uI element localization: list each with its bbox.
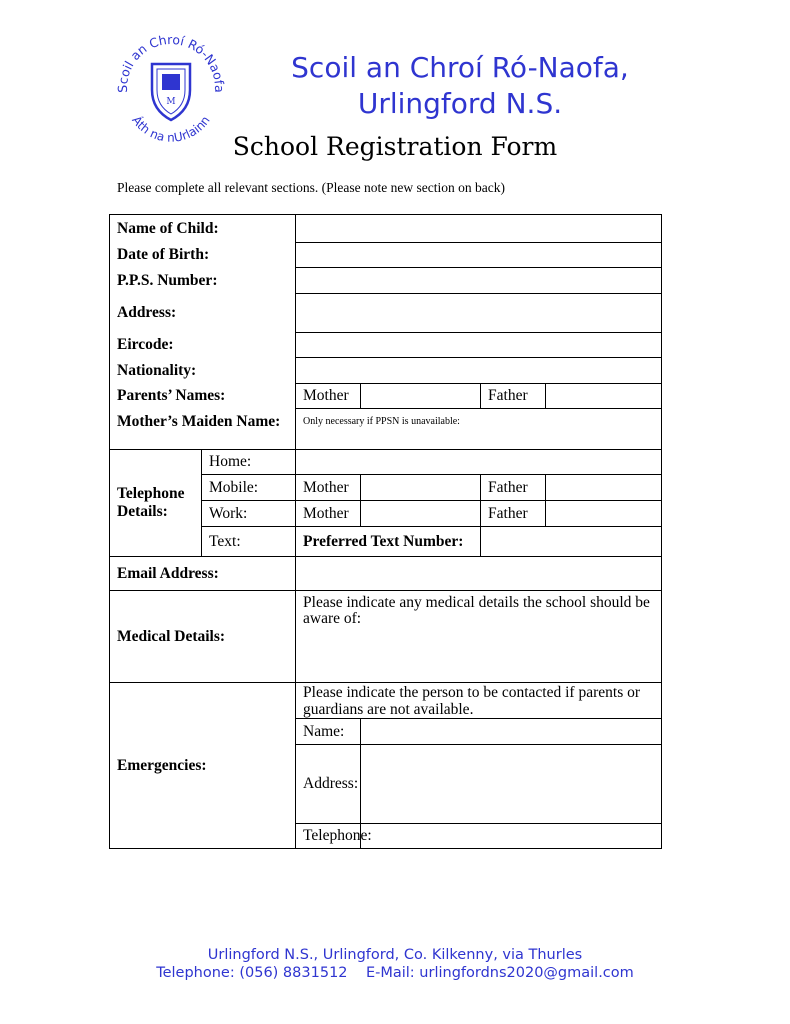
field-work-father[interactable] xyxy=(546,501,662,527)
label-work-mother: Mother xyxy=(296,501,361,527)
school-name-line2: Urlingford N.S. xyxy=(357,87,563,120)
field-emergency-address[interactable] xyxy=(361,745,662,824)
footer-email: E-Mail: urlingfordns2020@gmail.com xyxy=(365,965,634,981)
label-emergency-address: Address: xyxy=(296,745,361,824)
label-work: Work: xyxy=(202,501,296,527)
field-mothers-maiden-name[interactable] xyxy=(296,409,662,450)
label-pps-number: P.P.S. Number: xyxy=(110,268,296,294)
registration-table xyxy=(109,214,662,849)
school-name xyxy=(250,50,670,122)
label-mother: Mother xyxy=(296,384,361,409)
field-address[interactable] xyxy=(296,294,662,333)
label-emergency-name: Name: xyxy=(296,719,361,745)
label-mobile: Mobile: xyxy=(202,475,296,501)
logo-text-bottom: Áth na nUrlainn xyxy=(129,113,213,145)
footer-address: Urlingford N.S., Urlingford, Co. Kilkenny, via Thurles xyxy=(207,947,583,963)
field-name-of-child[interactable] xyxy=(296,215,662,243)
label-preferred-text-number: Preferred Text Number: xyxy=(296,527,481,557)
label-mothers-maiden-name: Mother’s Maiden Name: xyxy=(110,409,296,450)
label-home: Home: xyxy=(202,450,296,475)
label-nationality: Nationality: xyxy=(110,358,296,384)
label-address: Address: xyxy=(110,294,296,333)
footer xyxy=(0,946,790,982)
field-emergency-telephone[interactable] xyxy=(361,824,662,849)
field-date-of-birth[interactable] xyxy=(296,243,662,268)
field-mobile-mother[interactable] xyxy=(361,475,481,501)
field-mother-name[interactable] xyxy=(361,384,481,409)
label-mobile-mother: Mother xyxy=(296,475,361,501)
ppsn-note: Only necessary if PPSN is unavailable: xyxy=(303,416,460,427)
label-medical-details: Medical Details: xyxy=(110,591,296,683)
label-date-of-birth: Date of Birth: xyxy=(110,243,296,268)
field-medical-details[interactable] xyxy=(296,591,662,683)
field-father-name[interactable] xyxy=(546,384,662,409)
label-emergency-telephone: Telephone: xyxy=(296,824,361,849)
field-nationality[interactable] xyxy=(296,358,662,384)
label-telephone-details: Telephone Details: xyxy=(110,450,202,557)
label-text: Text: xyxy=(202,527,296,557)
instructions: Please complete all relevant sections. (Please note new section on back) xyxy=(117,180,505,195)
emergency-note: Please indicate the person to be contacted if parents or guardians are not available. xyxy=(296,683,662,719)
label-name-of-child: Name of Child: xyxy=(110,215,296,243)
medical-note: Please indicate any medical details the school should be aware of: xyxy=(303,594,650,627)
label-emergencies: Emergencies: xyxy=(110,683,296,849)
logo-text-top: Scoil an Chroí Ró-Naofa xyxy=(114,31,228,93)
label-work-father: Father xyxy=(481,501,546,527)
label-father: Father xyxy=(481,384,546,409)
field-pps-number[interactable] xyxy=(296,268,662,294)
field-preferred-text-number[interactable] xyxy=(481,527,662,557)
field-eircode[interactable] xyxy=(296,333,662,358)
label-mobile-father: Father xyxy=(481,475,546,501)
logo-shield-text: M xyxy=(166,97,176,107)
form-title: School Registration Form xyxy=(232,132,558,161)
field-home-phone[interactable] xyxy=(296,450,662,475)
footer-telephone: Telephone: (056) 8831512 xyxy=(156,965,348,981)
field-mobile-father[interactable] xyxy=(546,475,662,501)
school-name-line1: Scoil an Chroí Ró-Naofa, xyxy=(291,51,629,84)
field-email-address[interactable] xyxy=(296,557,662,591)
label-email-address: Email Address: xyxy=(110,557,296,591)
field-emergency-name[interactable] xyxy=(361,719,662,745)
label-eircode: Eircode: xyxy=(110,333,296,358)
label-parents-names: Parents’ Names: xyxy=(110,384,296,409)
field-work-mother[interactable] xyxy=(361,501,481,527)
